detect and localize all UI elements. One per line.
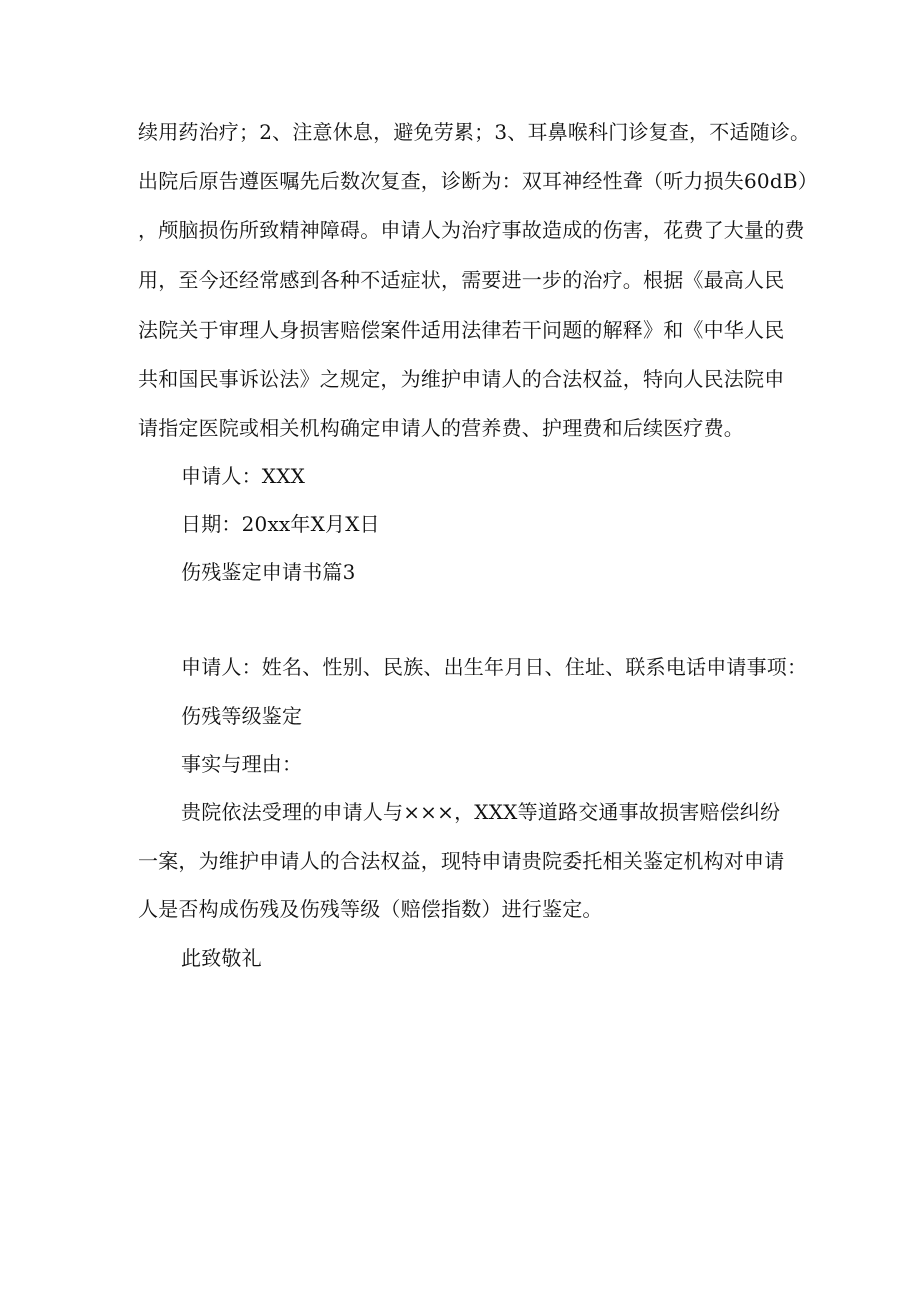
section-title: 伤残鉴定申请书篇3 [181,560,356,584]
body-line-1: 续用药治疗；2、注意休息，避免劳累；3、耳鼻喉科门诊复查，不适随诊。 [138,120,811,144]
facts-heading: 事实与理由： [181,752,303,776]
facts-line-3: 人是否构成伤残及伤残等级（赔偿指数）进行鉴定。 [138,897,603,921]
applicant-info: 申请人：姓名、性别、民族、出生年月日、住址、联系电话申请事项： [181,655,808,679]
closing: 此致敬礼 [181,946,262,970]
body-line-2: 出院后原告遵医嘱先后数次复查，诊断为：双耳神经性聋（听力损失60dB） [138,169,818,193]
request-item: 伤残等级鉴定 [181,704,303,728]
body-line-4: 用，至今还经常感到各种不适症状，需要进一步的治疗。根据《最高人民 [138,268,785,292]
body-line-7: 请指定医院或相关机构确定申请人的营养费、护理费和后续医疗费。 [138,416,744,440]
facts-line-1: 贵院依法受理的申请人与×××，XXX等道路交通事故损害赔偿纠纷 [181,800,781,824]
body-line-6: 共和国民事诉讼法》之规定，为维护申请人的合法权益，特向人民法院申 [138,367,785,391]
body-line-3: ，颅脑损伤所致精神障碍。申请人为治疗事故造成的伤害，花费了大量的费 [138,218,805,242]
body-line-5: 法院关于审理人身损害赔偿案件适用法律若干问题的解释》和《中华人民 [138,318,785,342]
signature-applicant: 申请人：XXX [181,464,306,488]
facts-line-2: 一案，为维护申请人的合法权益，现特申请贵院委托相关鉴定机构对申请 [138,849,785,873]
signature-date: 日期：20xx年X月X日 [181,512,380,536]
